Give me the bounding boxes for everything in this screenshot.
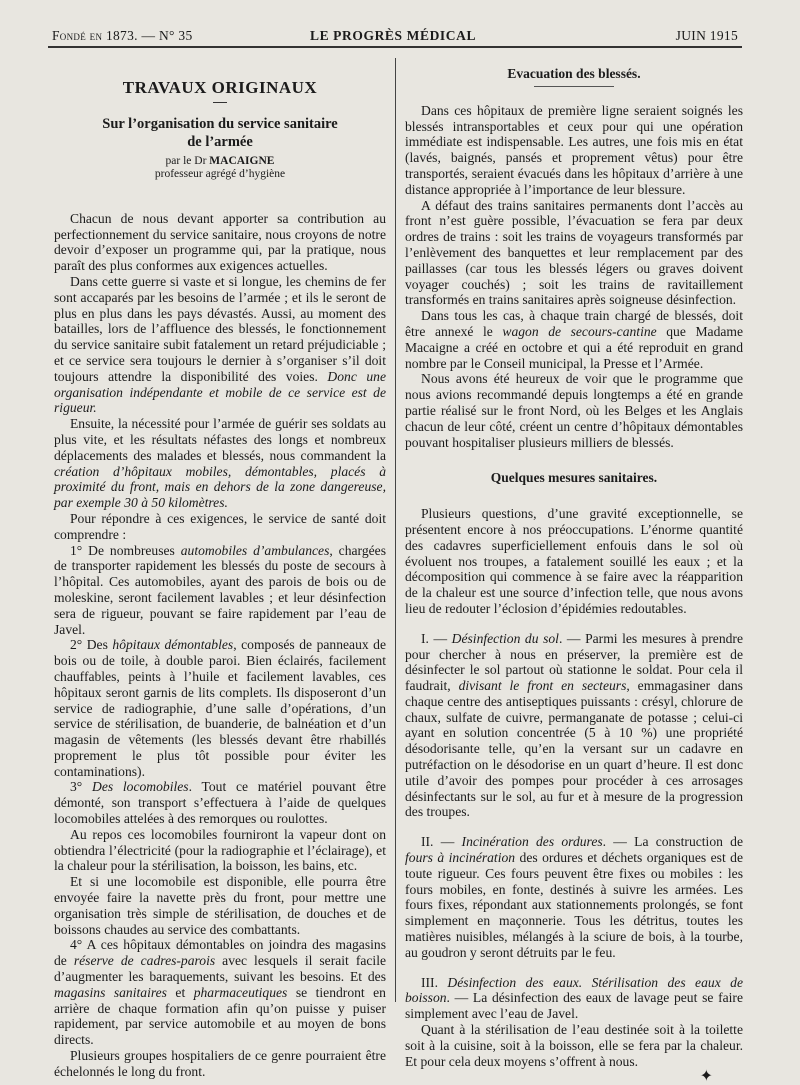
paragraph: Dans cette guerre si vaste et si longue, les chemins de fer sont accaparés par les besoins de l’armée ; et ils le seront de plus en plus dans les pays dévastés. Aussi, au moment des batailles, lors de l’affluence des blessés, le fonctionnement du service sanitaire subit fatalement un retard préjudiciable ; et ce service sera toujours le dernier à s’organiser s’il doit toujours attendre la disponibilité des voies. Donc une organisation indépendante et mobile de ce service est de rigueur. (54, 273, 386, 416)
section-heading: TRAVAUX ORIGINAUX (122, 78, 318, 97)
byline (54, 155, 386, 181)
paragraph: III. Désinfection des eaux. Stérilisation des eaux de boisson. — La désinfection des eaux de lavage peut se faire simplement avec l’eau de Javel. (405, 974, 743, 1022)
paragraph: 4° A ces hôpitaux démontables on joindra des magasins de réserve de cadres-parois avec lesquels il serait facile d’augmenter les baraquements, suivant les besoins. Et des magasins sanitaires et pharmaceutiques se tiendront en arrière de chaque formation afin qu’on puisse y puiser rapidement, par service automobile et au moyen de bons directs. (54, 937, 387, 1048)
paragraph: Dans ces hôpitaux de première ligne seraient soignés les blessés intransportables et ceux pour qui une opération immédiate est indispensable. Les autres, une fois mis en état (lavés, baignés, pansés et proprement vêtus) pour être transportés, seraient évacués dans les hôpitaux d’arrière à une distance appropriée à l’importance de leur blessure. (405, 102, 743, 197)
byline-prefix: par le Dr (165, 154, 207, 167)
paragraph: Quant à la stérilisation de l’eau destinée soit à la toilette soit à la cuisine, soit à la boisson, elle se fera par la chaleur. Et pour cela deux moyens s’offrent à nous. (405, 1022, 743, 1069)
article-title-line1: Sur l’organisation du service sanitaire (102, 115, 338, 132)
author-title: professeur agrégé d’hygiène (154, 167, 286, 180)
subheading-evacuation: Evacuation des blessés. (507, 66, 641, 81)
subheading-rule (534, 86, 614, 87)
paragraph: 1° De nombreuses automobiles d’ambulances, chargées de transporter rapidement les blessés du poste de secours à l’hôpital. Ces automobiles, ayant des parois de bois ou de moleskine, seront facilement lavables ; et leur désinfection sera de rigueur, pouvant se faire rapidement par l’eau de Javel. (54, 542, 386, 637)
fleuron-ornament: ✦ (699, 1068, 713, 1085)
issue-date: JUIN 1915 (675, 28, 738, 43)
paragraph: Au repos ces locomobiles fourniront la vapeur dont on obtiendra l’électricité (pour la radiographie et l’éclairage), et la chaleur pour la stérilisation, la boisson, les bains, etc. (54, 826, 386, 874)
paragraph: 3° Des locomobiles. Tout ce matériel pouvant être démonté, son transport s’effectuera à l’aide de quelques locomobiles attelées à des remorques ou roulottes. (54, 779, 387, 827)
paragraph: Dans tous les cas, à chaque train chargé de blessés, doit être annexé le wagon de secours-cantine que Madame Macaigne a créé en octobre et qui a été reproduit en grand nombre par le Conseil municipal, la Presse et l’Armée. (405, 308, 744, 371)
running-header (52, 24, 738, 46)
paragraph: Et si une locomobile est disponible, elle pourra être envoyée faire la navette près du front, pour mettre une organisation très simple de stérilisation, de douches et de boissons chaudes au service des combattants. (54, 874, 386, 937)
subheading-mesures: Quelques mesures sanitaires. (490, 470, 658, 486)
founding-and-issue: Fondé en 1873. — N° 35 (52, 28, 193, 43)
paragraph: Ensuite, la nécessité pour l’armée de guérir ses soldats au plus vite, et les résultats néfastes des longs et nombreux déplacements des malades et blessés, nous commandent la création d’hôpitaux mobiles, démontables, placés à proximité du front, mais en dehors de la zone dangereuse, par exemple 30 à 50 kilomètres. (54, 416, 386, 511)
paragraph: I. — Désinfection du sol. — Parmi les mesures à prendre pour chercher à nous en préserver, la première est de désinfecter le sol partout où stationne le soldat. Pour cela il faudrait, divisant le front en secteurs, emmagasiner dans chaque centre des antiseptiques puissants : crésyl, chlorure de chaux, sulfate de cuivre, permanganate de potasse ; celui-ci ayant en solution concentrée (5 à 10 %) une propriété désodorisante telle, qu’en la versant sur un cadavre en putréfaction on le désodorise en un quart d’heure. Il est donc utile d’avoir des pompes pour procéder à ces arrosages désinfectants sur le sol, au fur et à mesure de la progression des troupes. (405, 630, 743, 820)
journal-title: LE PROGRÈS MÉDICAL (310, 28, 477, 43)
paragraph: Pour répondre à ces exigences, le service de santé doit comprendre : (54, 510, 386, 542)
paragraph: Plusieurs questions, d’une gravité exceptionnelle, se présentent encore à nos préoccupations. L’énorme quantité des cadavres superficiellement enfouis dans le sol où évoluent nos troupes, a fatalement souillé les eaux ; et la décomposition qui commence à se faire avec la réapparition de la chaleur est une source d’infection telle, que nous avons lieu de redouter l’éclosion d’épidémies redoutables. (405, 506, 743, 616)
right-column (405, 66, 743, 1085)
author-name: MACAIGNE (209, 154, 275, 167)
article-title (54, 115, 386, 151)
paragraph: Chacun de nous devant apporter sa contribution au perfectionnement du service sanitaire, nous croyons de notre devoir d’exposer un programme qui, par la pratique, nous paraît des plus conformes aux exigences actuelles. (54, 210, 386, 274)
paragraph: 2° Des hôpitaux démontables, composés de panneaux de bois ou de toile, à double paroi. Bien éclairés, facilement chauffables, peints à l’huile et facilement lavables, ces hôpitaux seront garnis de lits complets. Ils disposeront d’un service de radiographie, d’une salle d’opérations, d’un service de stérilisation, de buanderie, de balnéation et d’un magasin de vêtements (les blessés devant être rhabillés proprement le plus tôt possible pour éviter les contaminations). (54, 637, 386, 779)
column-divider (395, 58, 396, 1002)
paragraph: Plusieurs groupes hospitaliers de ce genre pourraient être échelonnés le long du front. (54, 1048, 386, 1079)
paragraph: A défaut des trains sanitaires permanents dont l’accès au front n’est guère possible, l’évacuation se fera par deux ordres de trains : soit les trains de voyageurs transformés par l’enlèvement des banquettes et leur remplacement par des paillasses (car tous les blessés légers ou graves doivent voyager couchés) ; soit les trains de ravitaillement transformés en trains sanitaires après soigneuse désinfection. (405, 197, 743, 308)
article-title-line2: de l’armée (187, 133, 253, 150)
paragraph: II. — Incinération des ordures. — La construction de fours à incinération des ordures et déchets organiques est de toute rigueur. Ces fours peuvent être fixes ou mobiles : les fours mobiles, en fonte, destinés à suivre les armées. Les fours fixes, répondant aux stationnements prolongés, se font simplement en maçonnerie. Tous les détritus, toutes les matières nuisibles, mélangés à la sciure de bois, à la tourbe, au goudron y seront détruits par le feu. (405, 834, 744, 960)
section-dash (213, 102, 227, 103)
left-column (54, 66, 386, 1080)
header-rule (48, 46, 742, 48)
paragraph: Nous avons été heureux de voir que le programme que nous avions recommandé depuis longtemps a été en grande partie réalisé sur le front Nord, où les Belges et les Anglais chacun de leur côté, créent un centre d’hôpitaux démontables pouvant hospitaliser plusieurs milliers de blessés. (405, 371, 743, 450)
